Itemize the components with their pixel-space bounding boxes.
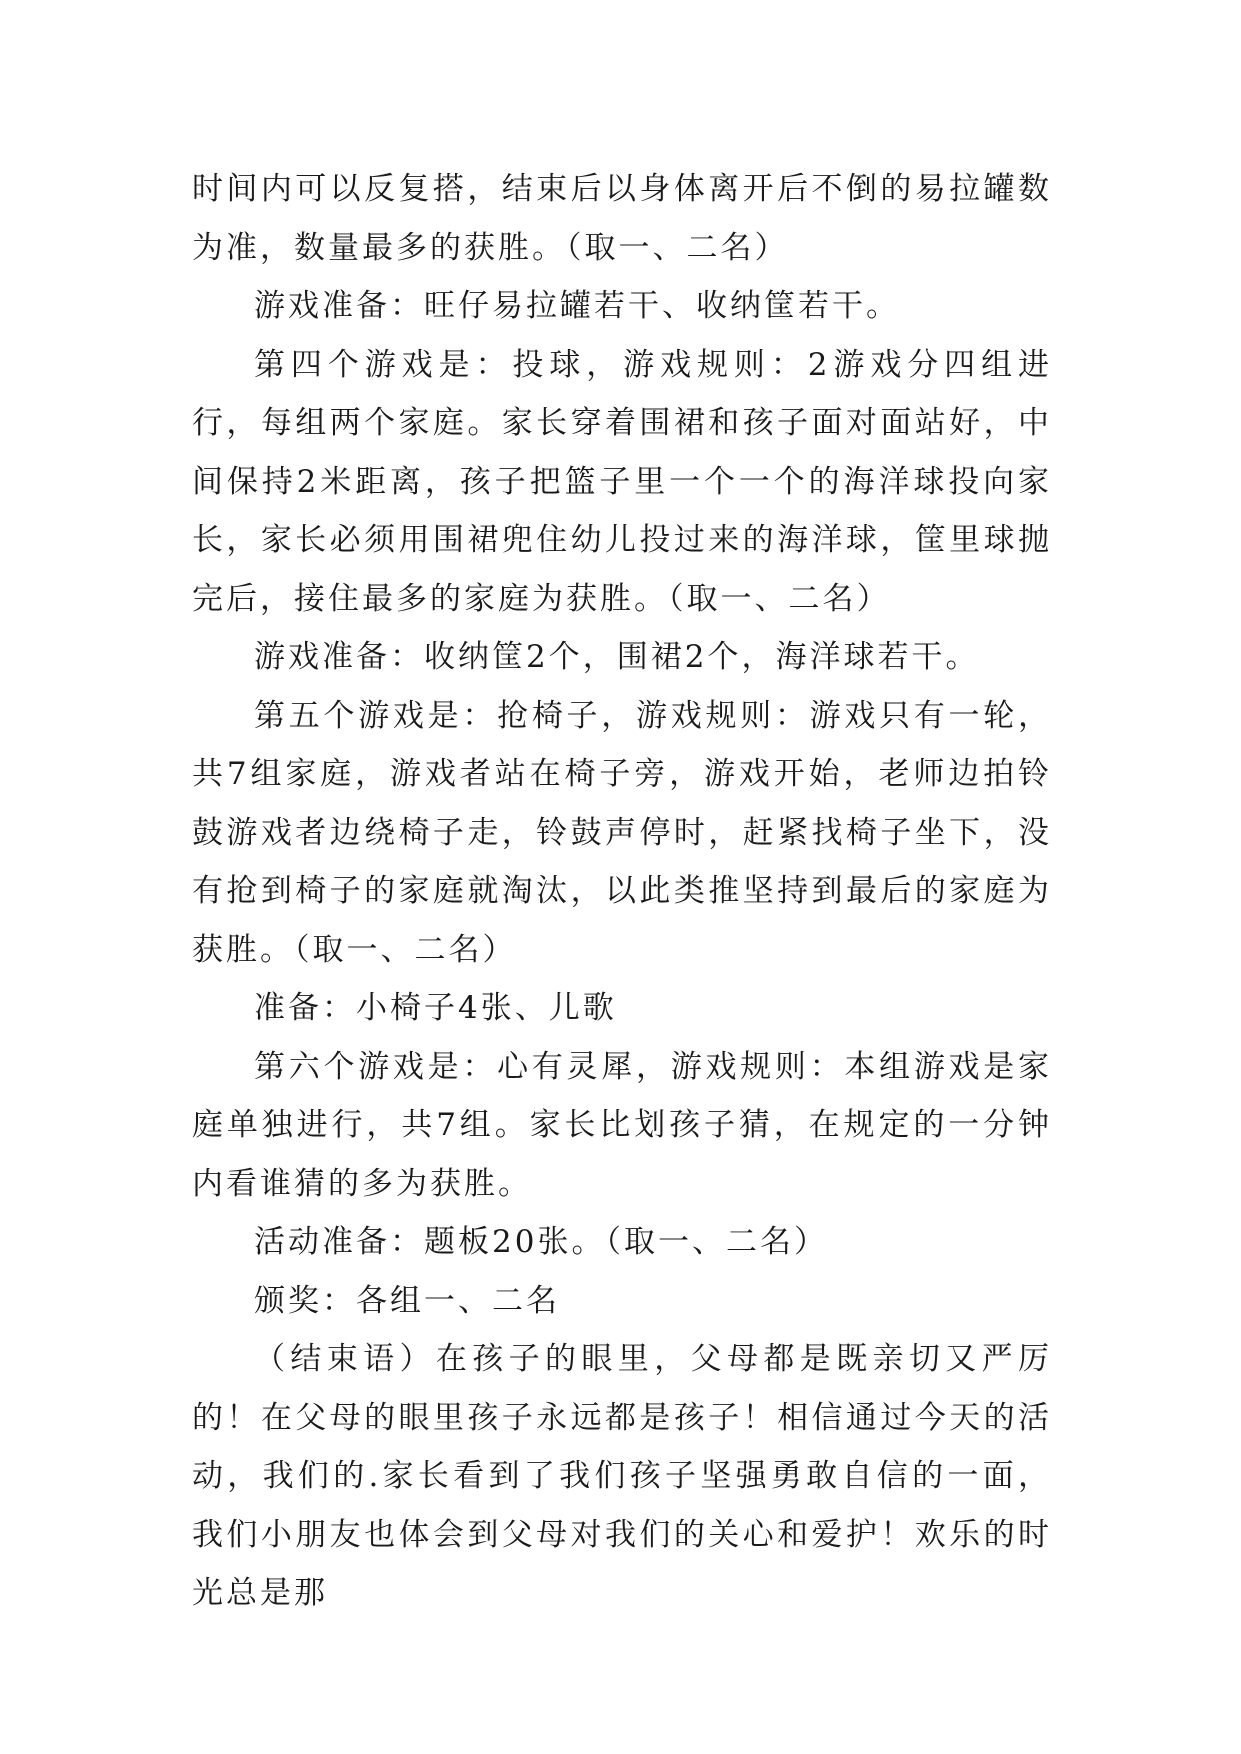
paragraph-game4-preparation: 游戏准备：收纳筐2个，围裙2个，海洋球若干。	[254, 639, 980, 675]
paragraph-game6-rules: 第六个游戏是：心有灵犀，游戏规则：本组游戏是家庭单独进行，共7组。家长比划孩子猜，在规定的一分钟内看谁猜的多为获胜。	[192, 1048, 1052, 1202]
paragraph-game5-rules: 第五个游戏是：抢椅子，游戏规则：游戏只有一轮，共7组家庭，游戏者站在椅子旁，游戏开始，老师边拍铃鼓游戏者边绕椅子走，铃鼓声停时，赶紧找椅子坐下，没有抢到椅子的家庭就淘汰，以此类推坚持到最后的家庭为获胜。（取一、二名）	[192, 697, 1052, 968]
paragraph-closing-remarks: （结束语）在孩子的眼里，父母都是既亲切又严厉的！在父母的眼里孩子永远都是孩子！相信通过今天的活动，我们的.家长看到了我们孩子坚强勇敢自信的一面，我们小朋友也体会到父母对我们的关心和爱护！欢乐的时光总是那	[192, 1341, 1052, 1611]
paragraph-game3-preparation: 游戏准备：旺仔易拉罐若干、收纳筐若干。	[254, 288, 900, 324]
paragraph-game4-rules: 第四个游戏是：投球，游戏规则：2游戏分四组进行，每组两个家庭。家长穿着围裙和孩子面对面站好，中间保持2米距离，孩子把篮子里一个一个的海洋球投向家长，家长必须用围裙兜住幼儿投过来的海洋球，筐里球抛完后，接住最多的家庭为获胜。（取一、二名）	[192, 346, 1052, 617]
paragraph-game6-preparation: 活动准备：题板20张。（取一、二名）	[254, 1224, 828, 1260]
document-body	[192, 160, 1052, 1623]
paragraph-rules-continued: 时间内可以反复搭，结束后以身体离开后不倒的易拉罐数为准，数量最多的获胜。（取一、二名）	[192, 171, 1052, 266]
paragraph-awards: 颁奖：各组一、二名	[254, 1282, 560, 1319]
paragraph-game5-preparation: 准备：小椅子4张、儿歌	[254, 990, 617, 1026]
